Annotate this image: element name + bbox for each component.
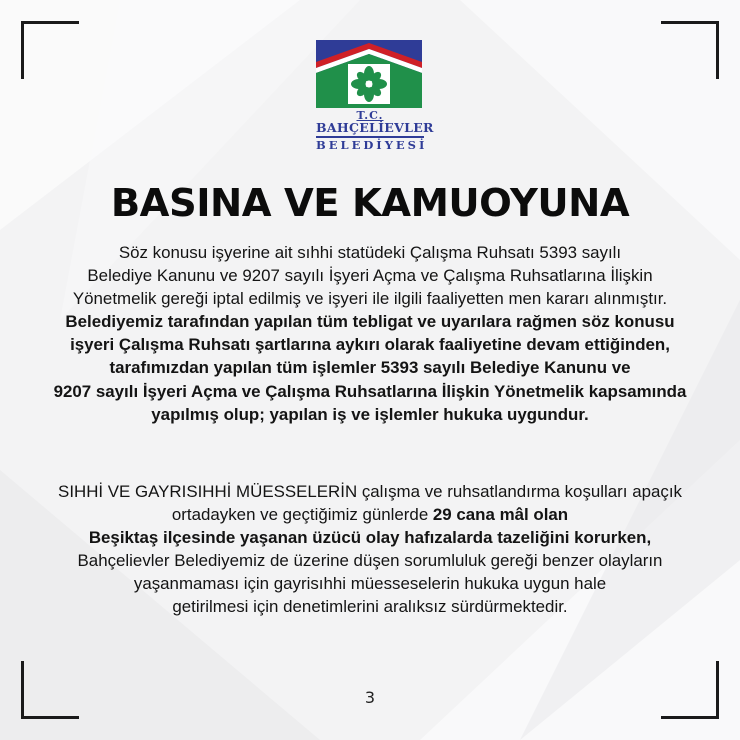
paragraph-1-line-bold: Belediyemiz tarafından yapılan tüm tebligat ve uyarılara rağmen söz konusu: [65, 312, 675, 332]
paragraph-1-line: Belediye Kanunu ve 9207 sayılı İşyeri Açma ve Çalışma Ruhsatlarına İlişkin: [87, 266, 653, 286]
paragraph-1: [0, 241, 740, 426]
paragraph-1-line-bold: 9207 sayılı İşyeri Açma ve Çalışma Ruhsatlarına İlişkin Yönetmelik kapsamında: [53, 381, 687, 401]
logo-tc-text: T.C.: [356, 109, 384, 122]
paragraph-2-line2-regular: ortadayken ve geçtiğimiz günlerde: [171, 505, 433, 525]
paragraph-1-line-bold: tarafımızdan yapılan tüm işlemler 5393 sayılı Belediye Kanunu ve: [109, 358, 631, 378]
logo-name-text: BAHÇELİEVLER: [316, 122, 424, 138]
paragraph-1-line-bold: işyeri Çalışma Ruhsatı şartlarına aykırı olarak faaliyetine devam ettiğinden,: [70, 335, 670, 355]
paragraph-2-line-bold: Beşiktaş ilçesinde yaşanan üzücü olay hafızalarda tazeliğini korurken,: [88, 528, 652, 548]
corner-frame-top-left: [21, 21, 79, 79]
page-number: 3: [364, 688, 376, 707]
corner-frame-top-right: [661, 21, 719, 79]
paragraph-1-line: Yönetmelik gereği iptal edilmiş ve işyeri ile ilgili faaliyetten men kararı alınmıştır.: [72, 289, 668, 309]
paragraph-2-line: yaşanmaması için gayrisıhhi müesseselerin hukuka uygun hale: [133, 574, 607, 594]
paragraph-2-line: Bahçelievler Belediyemiz de üzerine düşen sorumluluk gereği benzer olayların: [77, 551, 663, 571]
paragraph-2-line: [0, 503, 740, 526]
logo-sub-text: BELEDİYESİ: [316, 137, 428, 152]
paragraph-2-line2-bold: 29 cana mâl olan: [432, 505, 569, 525]
paragraph-2-line: SIHHİ VE GAYRISIHHİ MÜESSELERİN çalışma ve ruhsatlandırma koşulları apaçık: [58, 482, 682, 501]
page-title: BASINA VE KAMUOYUNA: [110, 181, 630, 226]
logo-emblem: [316, 40, 422, 108]
paragraph-2-line: getirilmesi için denetimlerini aralıksız sürdürmektedir.: [172, 597, 568, 617]
municipality-logo: [316, 40, 434, 152]
paragraph-1-line-bold: yapılmış olup; yapılan iş ve işlemler hukuka uygundur.: [151, 404, 589, 424]
paragraph-2: [0, 480, 740, 619]
paragraph-1-line: Söz konusu işyerine ait sıhhi statüdeki Çalışma Ruhsatı 5393 sayılı: [118, 243, 622, 262]
